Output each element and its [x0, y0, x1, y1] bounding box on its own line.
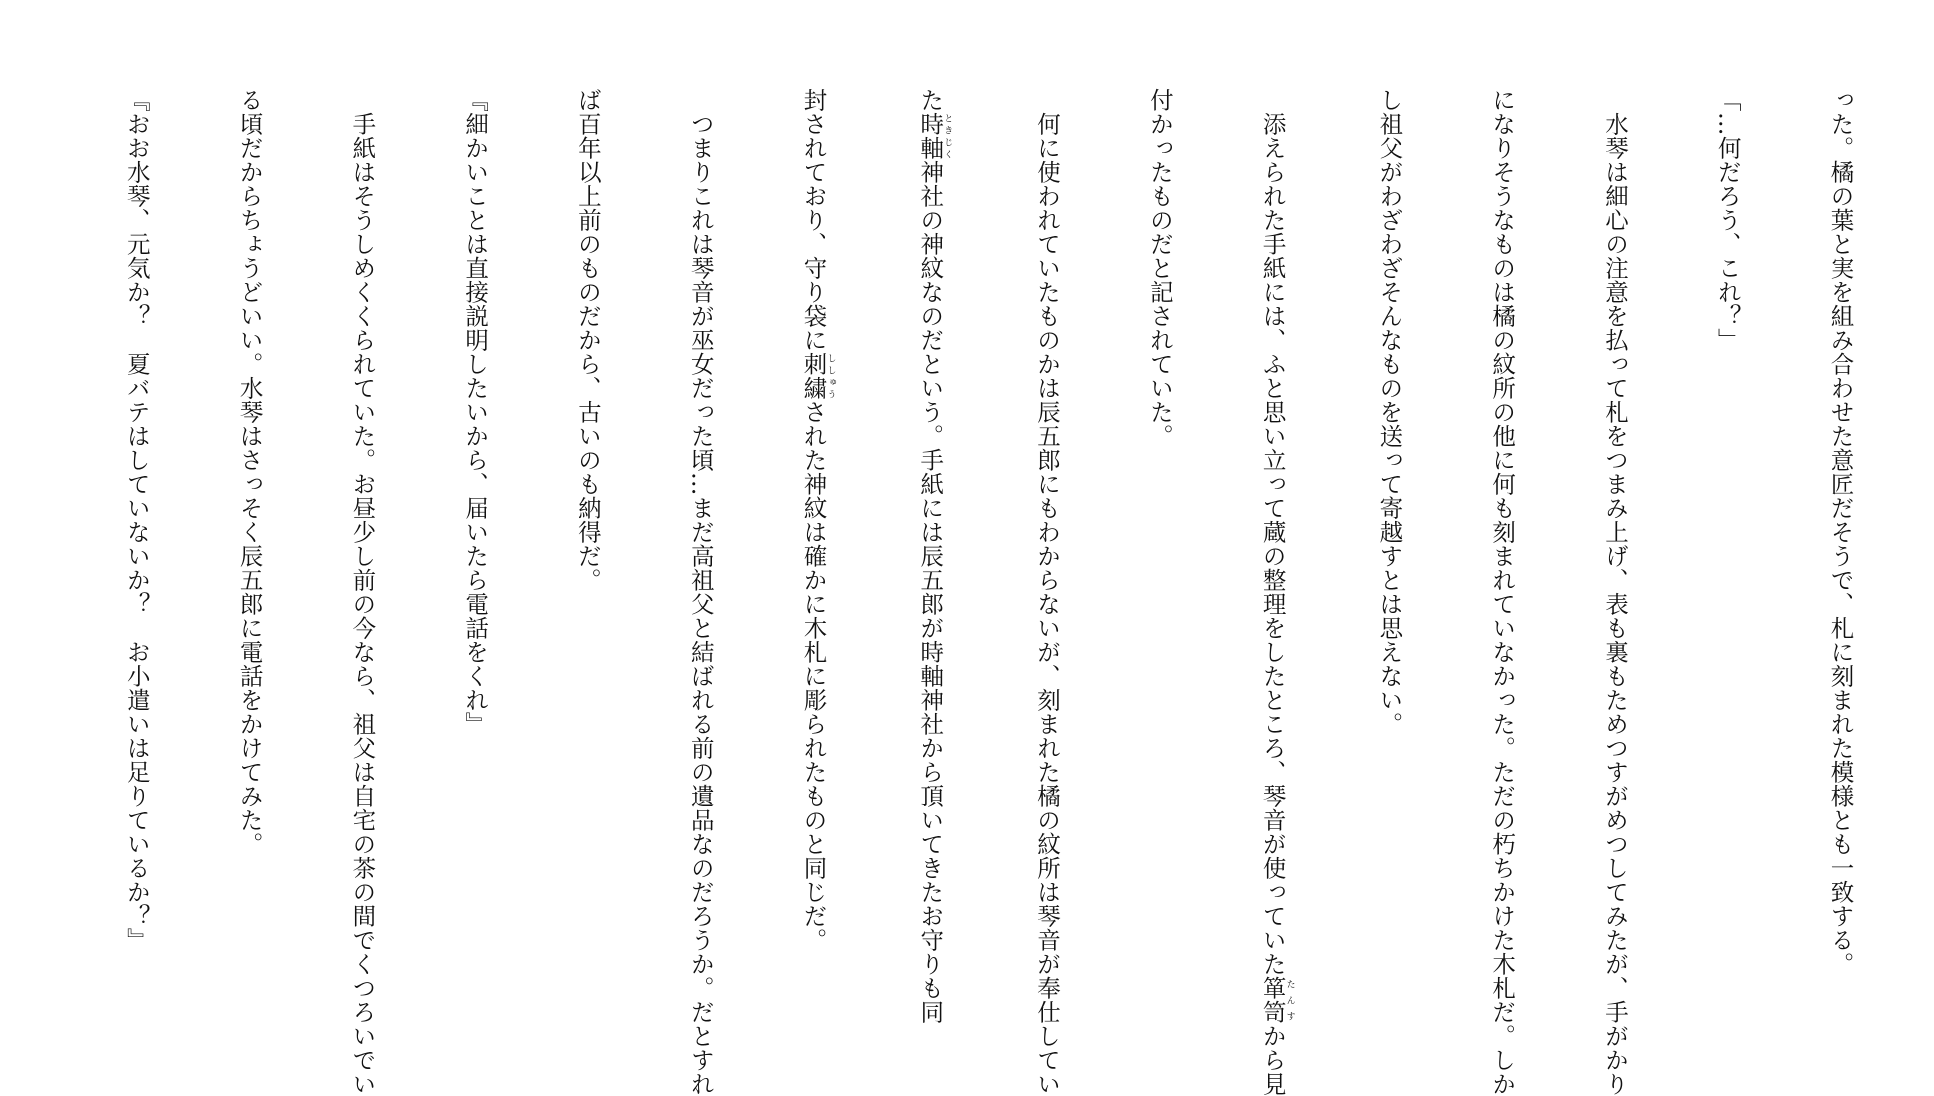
ruby-reading: ししゅう: [825, 352, 836, 400]
text-line: になりそうなものは橘の紋所の他に何も刻まれていなかった。ただの朽ちかけた木札だ。しか: [1488, 88, 1517, 1096]
text-line: [911, 88, 953, 1024]
text-line: 手紙はそうしめくくられていた。お昼少し前の今なら、祖父は自宅の茶の間でくつろいでい: [348, 88, 377, 1096]
ruby-word: [799, 352, 836, 400]
text-line: 水琴は細心の注意を払って札をつまみ上げ、表も裏もためつすがめつしてみたが、手がかり: [1600, 88, 1629, 1096]
text-line: つまりこれは琴音が巫女だった頃…まだ高祖父と結ばれる前の遺品なのだろうか。だとすれ: [686, 88, 715, 1096]
text-segment: された神紋は確かに木札に彫られたものと同じだ。: [799, 400, 828, 952]
text-line: し祖父がわざわざそんなものを送って寄越すとは思えない。: [1375, 88, 1404, 736]
ruby-word: [916, 112, 953, 160]
text-segment: 神社の神紋なのだという。手紙には辰五郎が時軸神社から頂いてきたお守りも同: [916, 160, 945, 1024]
ruby-reading: ときじく: [942, 112, 953, 160]
ruby-reading: たんす: [1284, 976, 1295, 1024]
ruby-base: 時軸: [916, 112, 945, 160]
text-segment: 添えられた手紙には、ふと思い立って蔵の整理をしたところ、琴音が使っていた: [1258, 88, 1287, 976]
text-line: 『おお水琴、元気か？ 夏バテはしていないか？ お小遣いは足りているか？』: [122, 88, 151, 952]
text-line: る頃だからちょうどいい。水琴はさっそく辰五郎に電話をかけてみた。: [235, 88, 264, 856]
text-line: った。橘の葉と実を組み合わせた意匠だそうで、札に刻まれた模様とも一致する。: [1826, 88, 1855, 976]
text-line: 『細かいことは直接説明したいから、届いたら電話をくれ』: [461, 88, 490, 736]
text-segment: 封されており、守り袋に: [799, 88, 828, 352]
text-line: [794, 88, 836, 952]
text-line: 「…何だろう、これ？」: [1713, 88, 1742, 352]
vertical-text-body: [42, 88, 1934, 1096]
text-segment: から見: [1258, 1024, 1287, 1096]
ruby-base: 刺繍: [799, 352, 828, 400]
text-line: [1253, 88, 1295, 1096]
text-line: 何に使われていたものかは辰五郎にもわからないが、刻まれた橘の紋所は琴音が奉仕してい: [1033, 88, 1062, 1096]
text-segment: た: [916, 88, 945, 112]
ruby-word: [1258, 976, 1295, 1024]
ruby-base: 箪笥: [1258, 976, 1287, 1024]
text-line: 付かったものだと記されていた。: [1145, 88, 1174, 448]
text-line: ば百年以上前のものだから、古いのも納得だ。: [573, 88, 602, 592]
